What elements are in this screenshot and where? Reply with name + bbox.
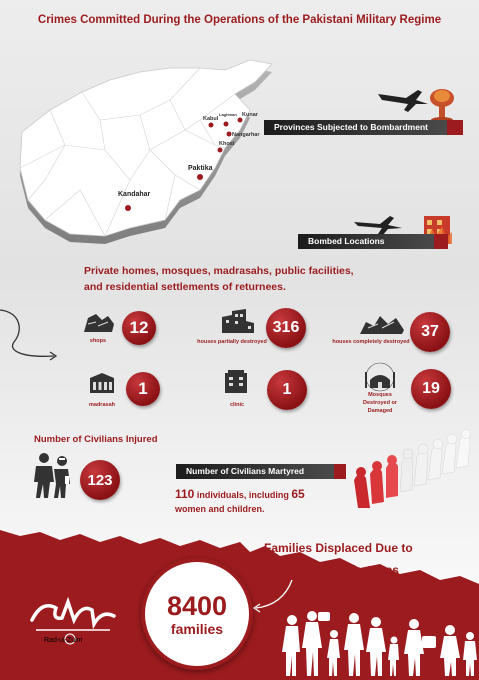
displaced-title bbox=[264, 537, 464, 581]
paktika-marker bbox=[197, 174, 203, 180]
kandahar-marker bbox=[125, 205, 131, 211]
damaged-building-icon bbox=[218, 307, 258, 335]
houses-partial-value: 316 bbox=[266, 308, 306, 348]
martyred-count: 110 bbox=[175, 487, 195, 501]
bombed-locations-banner-text: Bombed Locations bbox=[298, 234, 434, 249]
shops-label: shops bbox=[89, 338, 107, 344]
displaced-families-unit: families bbox=[170, 621, 224, 637]
displaced-title-line2: Bombing and Airstrikes bbox=[264, 563, 399, 577]
paktika-label: Paktika bbox=[188, 165, 213, 172]
mosques-value: 19 bbox=[411, 369, 451, 409]
page-title: Crimes Committed During the Operations of the Pakistani Military Regime bbox=[37, 14, 442, 26]
houses-destroyed-value: 37 bbox=[410, 312, 450, 352]
laghman-marker bbox=[224, 122, 229, 127]
bombed-locations-banner bbox=[298, 234, 448, 249]
displaced-families-circle bbox=[141, 558, 253, 670]
description-line-1: Private homes, mosques, madrasahs, public facilities, bbox=[84, 265, 354, 277]
madrasah-icon bbox=[88, 372, 116, 394]
clinic-label: clinic bbox=[229, 402, 245, 408]
provinces-banner bbox=[264, 120, 463, 135]
madrasah-value: 1 bbox=[126, 372, 160, 406]
laghman-label: Laghman bbox=[219, 112, 237, 117]
falling-figures-icon bbox=[350, 428, 479, 512]
bombed-locations-description bbox=[84, 263, 404, 295]
nangarhar-label: Nangarhar bbox=[232, 132, 260, 138]
fighter-jet-bomb-icon bbox=[376, 82, 476, 122]
mosque-icon bbox=[360, 362, 400, 392]
kunar-marker bbox=[238, 118, 243, 123]
kabul-label: Kabul bbox=[203, 116, 219, 122]
martyred-banner bbox=[176, 464, 346, 479]
displaced-people-icon bbox=[268, 600, 479, 680]
madrasah-label: madrasah bbox=[89, 402, 115, 408]
displaced-families-value: 8400 bbox=[166, 591, 228, 621]
khost-label: Khost bbox=[219, 141, 235, 147]
martyred-text-1: individuals, including bbox=[194, 490, 292, 500]
mosques-label bbox=[350, 391, 410, 415]
description-line-2: and residential settlements of returnees. bbox=[84, 281, 286, 293]
afghanistan-map bbox=[10, 50, 280, 250]
injured-people-icon bbox=[30, 452, 74, 500]
nangarhar-marker bbox=[227, 132, 232, 137]
shop-rubble-icon bbox=[82, 310, 116, 334]
injured-title: Number of Civilians Injured bbox=[34, 434, 158, 445]
displaced-title-line1: Families Displaced Due to bbox=[264, 541, 413, 555]
clinic-icon bbox=[222, 368, 250, 394]
logo-text: Rad-ul-Zulm bbox=[44, 637, 83, 644]
rad-ul-zulm-logo bbox=[22, 590, 122, 652]
clinic-value: 1 bbox=[267, 370, 307, 410]
martyred-banner-text: Number of Civilians Martyred bbox=[176, 464, 334, 479]
provinces-banner-text: Provinces Subjected to Bombardment bbox=[264, 120, 447, 135]
martyred-text-2: women and children. bbox=[175, 504, 265, 514]
kandahar-label: Kandahar bbox=[118, 191, 151, 198]
injured-value: 123 bbox=[80, 460, 120, 500]
khost-marker bbox=[218, 148, 223, 153]
shops-value: 12 bbox=[122, 311, 156, 345]
kunar-label: Kunar bbox=[242, 112, 258, 118]
mosques-label-line2: Destroyed or Damaged bbox=[363, 400, 397, 414]
mosques-label-line1: Mosques bbox=[368, 392, 392, 398]
kabul-marker bbox=[209, 123, 214, 128]
houses-partial-label: houses partially destroyed bbox=[197, 339, 267, 345]
houses-destroyed-label: houses completely destroyed bbox=[332, 339, 410, 345]
destroyed-house-icon bbox=[358, 310, 406, 336]
martyred-count-women-children: 65 bbox=[291, 487, 305, 501]
curved-arrow-icon bbox=[0, 304, 62, 364]
